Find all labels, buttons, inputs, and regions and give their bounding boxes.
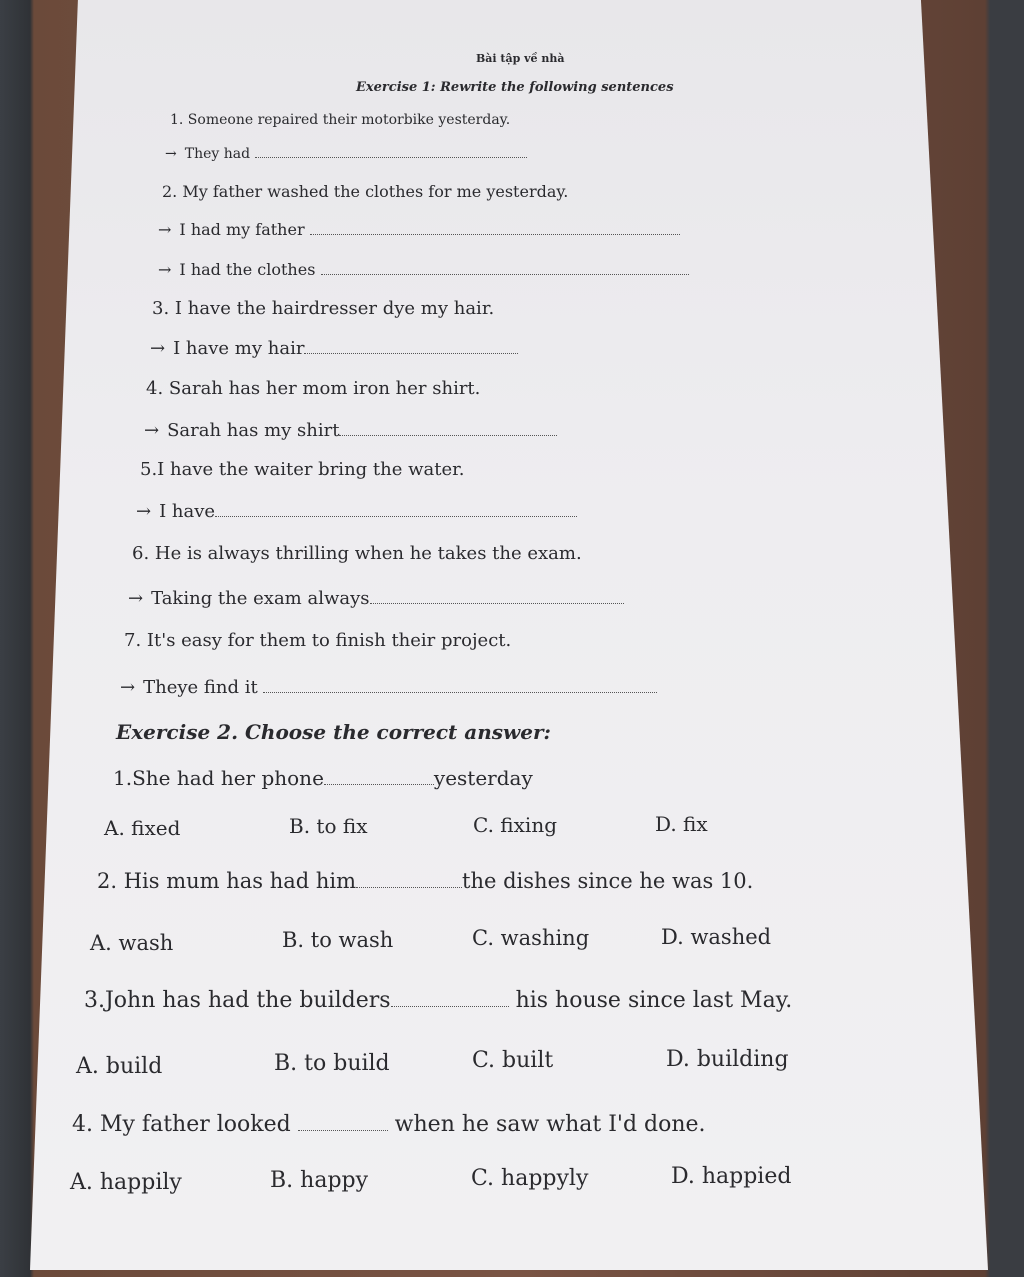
ex1-answer-7-prompt: Theye find it [143, 677, 258, 698]
ex2-question-3-post: his house since last May. [508, 988, 793, 1013]
exercise1-heading: Exercise 1: Rewrite the following sentences [356, 80, 674, 95]
ex1-answer-6-prompt: Taking the exam always [151, 588, 370, 609]
answer-blank[interactable] [391, 993, 509, 1007]
ex2-q3-option-a[interactable]: A. build [76, 1054, 163, 1079]
ex2-q3-option-c[interactable]: C. built [472, 1048, 554, 1073]
ex2-q2-option-a[interactable]: A. wash [90, 931, 174, 955]
ex2-q1-option-d[interactable]: D. fix [655, 812, 708, 836]
ex2-q4-option-b[interactable]: B. happy [270, 1168, 369, 1193]
ex2-question-1 [113, 766, 533, 790]
worksheet-title: Bài tập về nhà [476, 52, 565, 65]
ex1-answer-1-prompt: They had [184, 146, 251, 162]
answer-blank[interactable] [215, 505, 577, 517]
ex2-q4-option-c[interactable]: C. happyly [471, 1166, 589, 1191]
arrow-icon: → [158, 260, 172, 279]
ex1-answer-7 [120, 677, 657, 698]
arrow-icon: → [158, 220, 172, 239]
arrow-icon: → [120, 677, 136, 698]
ex2-q1-option-c[interactable]: C. fixing [473, 813, 558, 837]
ex2-q1-option-a[interactable]: A. fixed [104, 816, 181, 840]
answer-blank[interactable] [298, 1117, 388, 1131]
ex2-q4-option-d[interactable]: D. happied [671, 1164, 792, 1189]
ex1-question-3: 3. I have the hairdresser dye my hair. [152, 298, 495, 319]
arrow-icon: → [165, 146, 177, 162]
ex1-answer-3 [150, 338, 518, 359]
ex1-question-7: 7. It's easy for them to finish their project. [124, 630, 512, 651]
arrow-icon: → [150, 338, 166, 359]
ex2-question-1-pre: 1.She had her phone [113, 766, 324, 790]
answer-blank[interactable] [356, 874, 462, 888]
ex1-question-4: 4. Sarah has her mom iron her shirt. [146, 378, 481, 399]
answer-blank[interactable] [321, 264, 689, 275]
ex1-answer-2a-prompt: I had my father [179, 220, 305, 239]
ex1-answer-2b [158, 260, 689, 279]
answer-blank[interactable] [324, 772, 434, 785]
ex2-q1-option-b[interactable]: B. to fix [289, 814, 368, 838]
ex2-q2-option-c[interactable]: C. washing [472, 926, 590, 950]
ex2-question-2-pre: 2. His mum has had him [97, 869, 357, 893]
answer-blank[interactable] [304, 342, 518, 354]
ex2-question-1-post: yesterday [433, 766, 533, 790]
answer-blank[interactable] [370, 592, 624, 604]
ex1-question-2: 2. My father washed the clothes for me yesterday. [162, 182, 569, 201]
answer-blank[interactable] [310, 224, 680, 235]
answer-blank[interactable] [263, 681, 657, 693]
answer-blank[interactable] [339, 424, 557, 436]
ex2-q3-option-d[interactable]: D. building [666, 1047, 789, 1072]
ex2-q2-option-d[interactable]: D. washed [661, 925, 772, 949]
ex2-q4-option-a[interactable]: A. happily [70, 1170, 182, 1195]
ex1-question-6: 6. He is always thrilling when he takes the exam. [132, 543, 582, 564]
ex1-answer-5 [136, 501, 577, 522]
ex1-answer-2a [158, 220, 680, 239]
ex1-answer-2b-prompt: I had the clothes [179, 260, 316, 279]
ex1-question-5: 5.I have the waiter bring the water. [140, 459, 465, 480]
ex2-q3-option-b[interactable]: B. to build [274, 1051, 390, 1076]
ex1-answer-6 [128, 588, 624, 609]
ex2-question-4-pre: 4. My father looked [72, 1112, 298, 1137]
ex1-answer-4-prompt: Sarah has my shirt [167, 420, 340, 441]
ex1-answer-3-prompt: I have my hair [173, 338, 305, 359]
ex1-answer-5-prompt: I have [159, 501, 216, 522]
ex2-question-2-post: the dishes since he was 10. [462, 869, 754, 893]
ex2-question-3-pre: 3.John has had the builders [84, 988, 391, 1013]
ex2-question-4 [72, 1112, 706, 1137]
arrow-icon: → [136, 501, 152, 522]
ex2-question-2 [97, 869, 753, 893]
ex2-q2-option-b[interactable]: B. to wash [282, 928, 394, 952]
ex1-answer-1 [165, 146, 527, 162]
answer-blank[interactable] [255, 149, 527, 158]
exercise2-heading: Exercise 2. Choose the correct answer: [116, 720, 551, 744]
arrow-icon: → [128, 588, 144, 609]
ex2-question-4-post: when he saw what I'd done. [387, 1112, 706, 1137]
ex2-question-3 [84, 988, 792, 1013]
ex1-question-1: 1. Someone repaired their motorbike yesterday. [170, 112, 511, 128]
arrow-icon: → [144, 420, 160, 441]
ex1-answer-4 [144, 420, 557, 441]
